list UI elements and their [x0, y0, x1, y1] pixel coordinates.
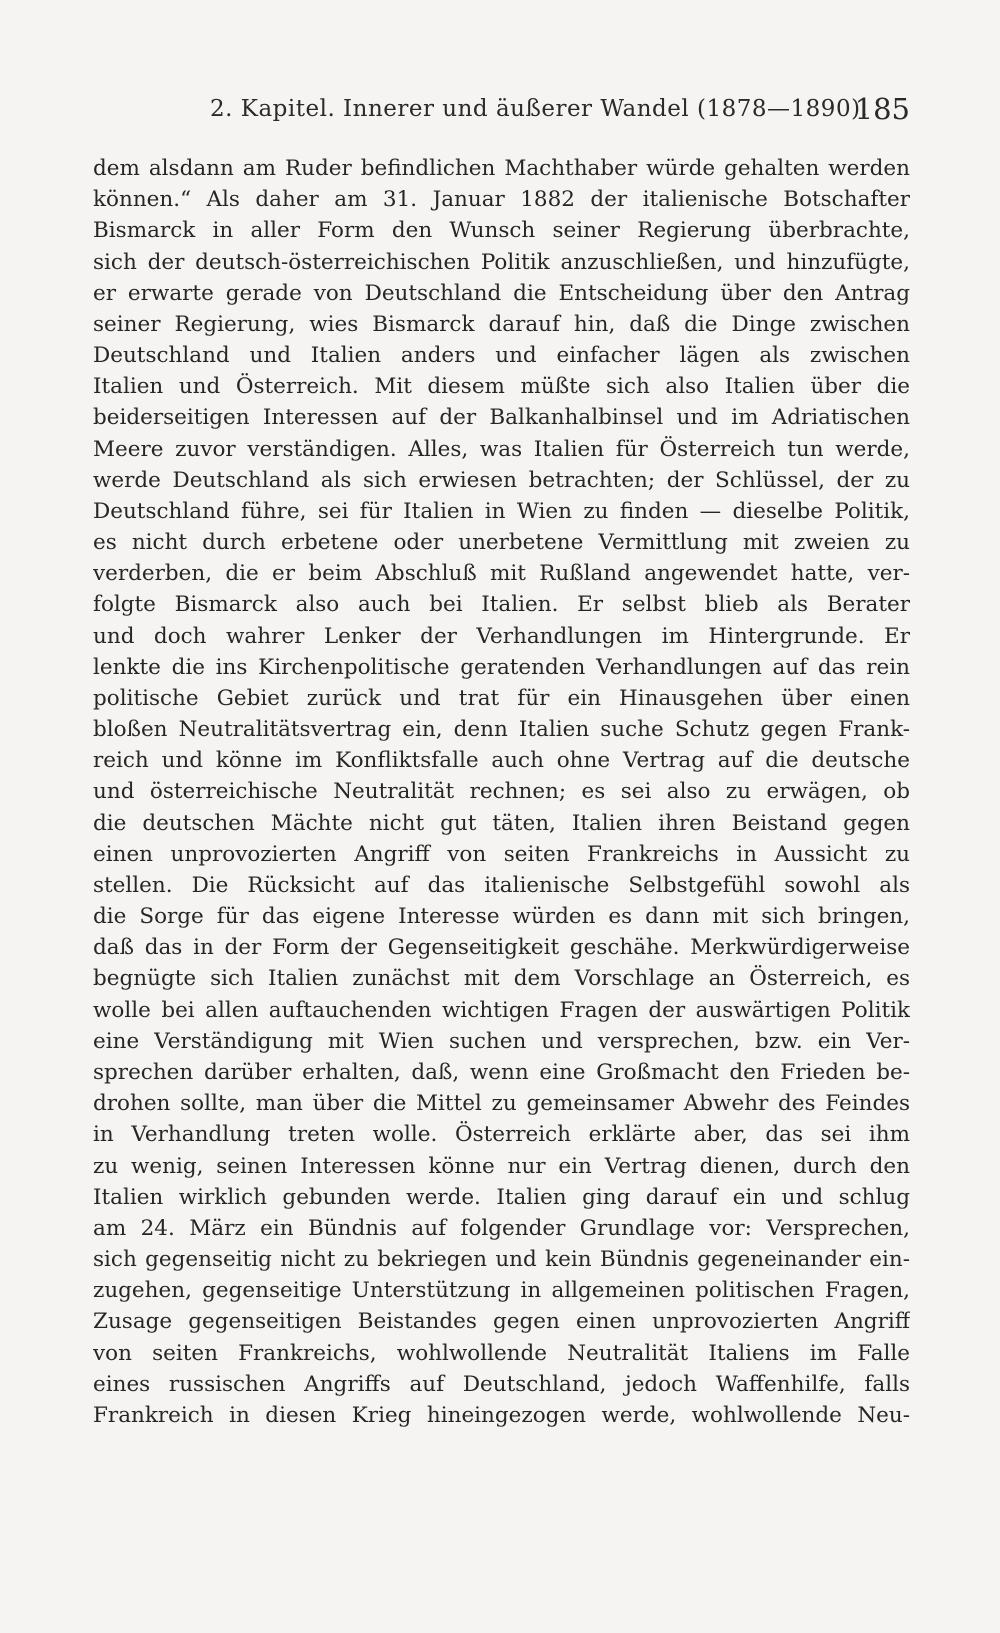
text-line: eine Verständigung mit Wien suchen und versprechen, bzw. ein Ver- [93, 1028, 910, 1054]
page-number: 185 [854, 92, 910, 126]
text-line: er erwarte gerade von Deutschland die Entscheidung über den Antrag [93, 280, 910, 306]
text-line: die deutschen Mächte nicht gut täten, Italien ihren Beistand gegen [93, 810, 910, 836]
text-line: zugehen, gegenseitige Unterstützung in allgemeinen politischen Fragen, [93, 1278, 910, 1304]
text-line: Italien wirklich gebunden werde. Italien ging darauf ein und schlug [93, 1184, 910, 1210]
text-line: es nicht durch erbetene oder unerbetene Vermittlung mit zweien zu [93, 530, 910, 556]
text-line: lenkte die ins Kirchenpolitische geratenden Verhandlungen auf das rein [93, 654, 910, 680]
text-line: stellen. Die Rücksicht auf das italienische Selbstgefühl sowohl als [93, 872, 910, 898]
text-line: seiner Regierung, wies Bismarck darauf hin, daß die Dinge zwischen [93, 311, 910, 337]
text-line: beiderseitigen Interessen auf der Balkanhalbinsel und im Adriatischen [93, 405, 910, 431]
text-line: Deutschland und Italien anders und einfacher lägen als zwischen [93, 343, 910, 369]
text-line: sich der deutsch-österreichischen Politik anzuschließen, und hinzufügte, [93, 249, 910, 275]
text-line: am 24. März ein Bündnis auf folgender Grundlage vor: Versprechen, [93, 1215, 910, 1241]
page-header [210, 92, 910, 132]
text-line: verderben, die er beim Abschluß mit Rußland angewendet hatte, ver- [93, 561, 910, 587]
text-line: Bismarck in aller Form den Wunsch seiner Regierung überbrachte, [93, 218, 910, 244]
text-line: drohen sollte, man über die Mittel zu gemeinsamer Abwehr des Feindes [93, 1091, 910, 1117]
body-text [93, 153, 910, 1431]
text-line: Frankreich in diesen Krieg hineingezogen werde, wohlwollende Neu- [93, 1402, 910, 1428]
text-line: einen unprovozierten Angriff von seiten Frankreichs in Aussicht zu [93, 841, 910, 867]
text-line: werde Deutschland als sich erwiesen betrachten; der Schlüssel, der zu [93, 467, 910, 493]
text-line: und österreichische Neutralität rechnen; es sei also zu erwägen, ob [93, 779, 910, 805]
text-line: können.“ Als daher am 31. Januar 1882 der italienische Botschafter [93, 187, 910, 213]
text-line: von seiten Frankreichs, wohlwollende Neutralität Italiens im Falle [93, 1340, 910, 1366]
text-line: dem alsdann am Ruder befindlichen Machthaber würde gehalten werden [93, 156, 910, 181]
running-title: 2. Kapitel. Innerer und äußerer Wandel (1878—1890). [210, 96, 869, 122]
text-line: sich gegenseitig nicht zu bekriegen und kein Bündnis gegeneinander ein- [93, 1247, 910, 1273]
text-line: und doch wahrer Lenker der Verhandlungen im Hintergrunde. Er [93, 623, 910, 649]
text-line: bloßen Neutralitätsvertrag ein, denn Italien suche Schutz gegen Frank- [93, 717, 910, 743]
text-line: die Sorge für das eigene Interesse würden es dann mit sich bringen, [93, 904, 910, 930]
text-line: Meere zuvor verständigen. Alles, was Italien für Österreich tun werde, [93, 436, 910, 462]
text-line: reich und könne im Konfliktsfalle auch ohne Vertrag auf die deutsche [93, 748, 910, 774]
text-line: sprechen darüber erhalten, daß, wenn eine Großmacht den Frieden be- [93, 1059, 910, 1085]
text-line: begnügte sich Italien zunächst mit dem Vorschlage an Österreich, es [93, 966, 910, 992]
text-line: daß das in der Form der Gegenseitigkeit geschähe. Merkwürdigerweise [93, 935, 910, 961]
text-line: Italien und Österreich. Mit diesem müßte sich also Italien über die [93, 374, 910, 400]
text-line: in Verhandlung treten wolle. Österreich erklärte aber, das sei ihm [93, 1122, 910, 1148]
text-line: Zusage gegenseitigen Beistandes gegen einen unprovozierten Angriff [93, 1309, 910, 1335]
text-line: folgte Bismarck also auch bei Italien. Er selbst blieb als Berater [93, 592, 910, 618]
text-line: wolle bei allen auftauchenden wichtigen Fragen der auswärtigen Politik [93, 997, 910, 1023]
text-line: Deutschland führe, sei für Italien in Wien zu finden — dieselbe Politik, [93, 498, 910, 524]
text-line: politische Gebiet zurück und trat für ein Hinausgehen über einen [93, 685, 910, 711]
text-line: eines russischen Angriffs auf Deutschland, jedoch Waffenhilfe, falls [93, 1371, 910, 1397]
text-line: zu wenig, seinen Interessen könne nur ein Vertrag dienen, durch den [93, 1153, 910, 1179]
